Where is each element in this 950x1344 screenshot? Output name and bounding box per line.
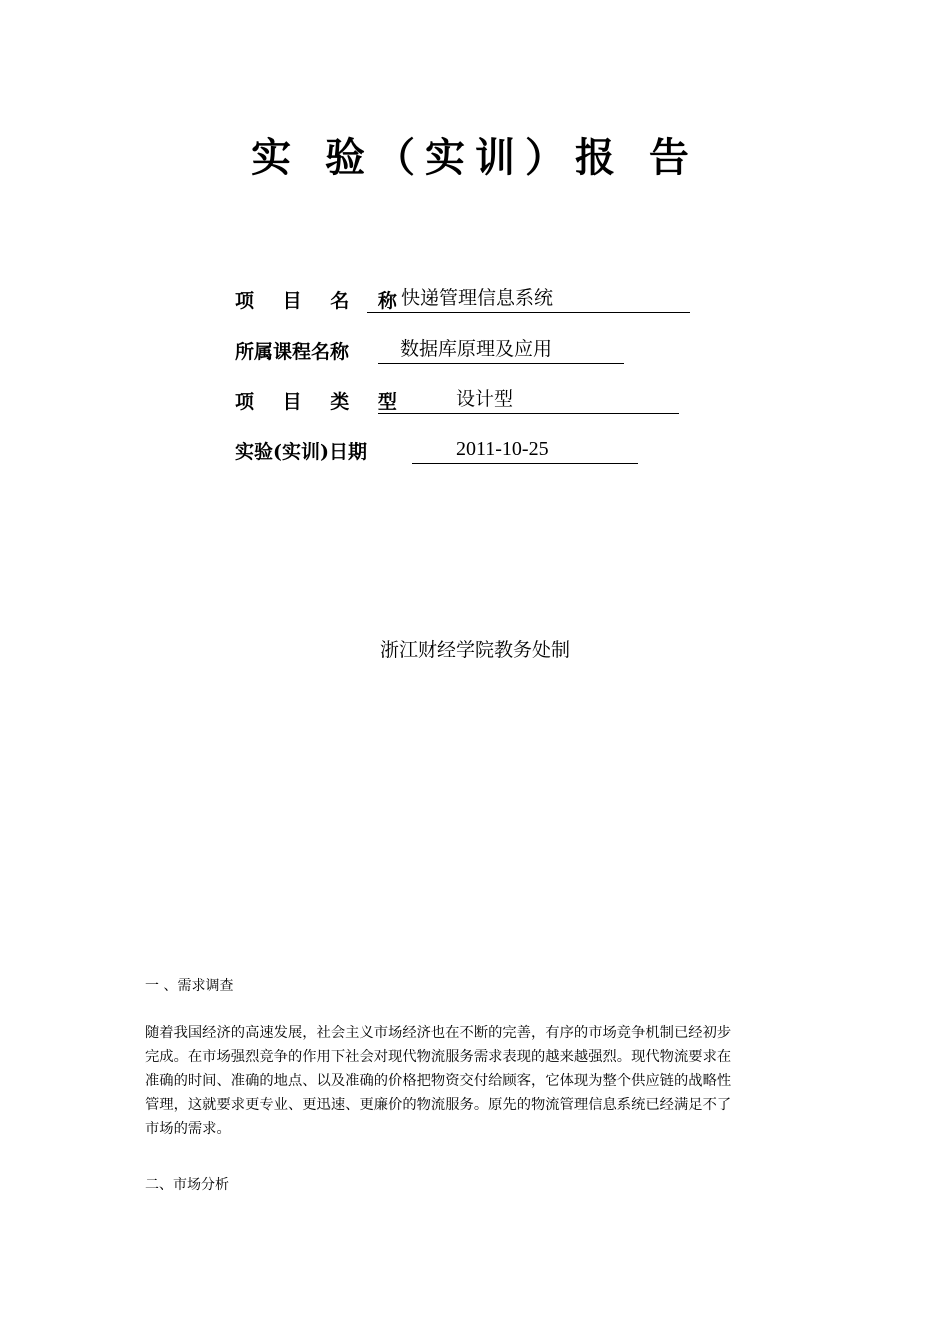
paragraph-line: 完成。在市场强烈竞争的作用下社会对现代物流服务需求表现的越来越强烈。现代物流要求在 bbox=[145, 1049, 732, 1065]
paragraph-line: 市场的需求。 bbox=[145, 1121, 231, 1137]
field-label: 项 目 名 称 bbox=[235, 290, 408, 312]
section-heading-requirements: 一 、需求调查 bbox=[145, 978, 234, 994]
field-value bbox=[378, 337, 624, 364]
paragraph-line: 随着我国经济的高速发展，社会主义市场经济也在不断的完善，有序的市场竞争机制已经初步 bbox=[145, 1025, 732, 1041]
field-value bbox=[378, 387, 679, 414]
institution-name: 浙江财经学院教务处制 bbox=[379, 639, 570, 661]
paragraph-line: 准确的时间、准确的地点、以及准确的价格把物资交付给顾客，它体现为整个供应链的战略性 bbox=[145, 1073, 732, 1089]
field-value bbox=[367, 286, 690, 313]
field-value-text: 2011-10-25 bbox=[456, 438, 549, 460]
field-value-text: 快递管理信息系统 bbox=[401, 287, 554, 309]
report-title: 实 验（实训）报 告 bbox=[251, 135, 699, 181]
field-value bbox=[412, 437, 638, 464]
section-paragraph bbox=[145, 1021, 810, 1141]
paragraph-line: 管理，这就要求更专业、更迅速、更廉价的物流服务。原先的物流管理信息系统已经满足不了 bbox=[145, 1097, 732, 1113]
field-value-text: 数据库原理及应用 bbox=[400, 338, 553, 360]
section-heading-market-analysis: 二、市场分析 bbox=[145, 1177, 229, 1193]
field-label: 所属课程名称 bbox=[235, 341, 350, 363]
field-label: 项 目 类 型 bbox=[235, 391, 408, 413]
field-label: 实验(实训)日期 bbox=[235, 441, 367, 463]
field-value-text: 设计型 bbox=[456, 388, 514, 410]
